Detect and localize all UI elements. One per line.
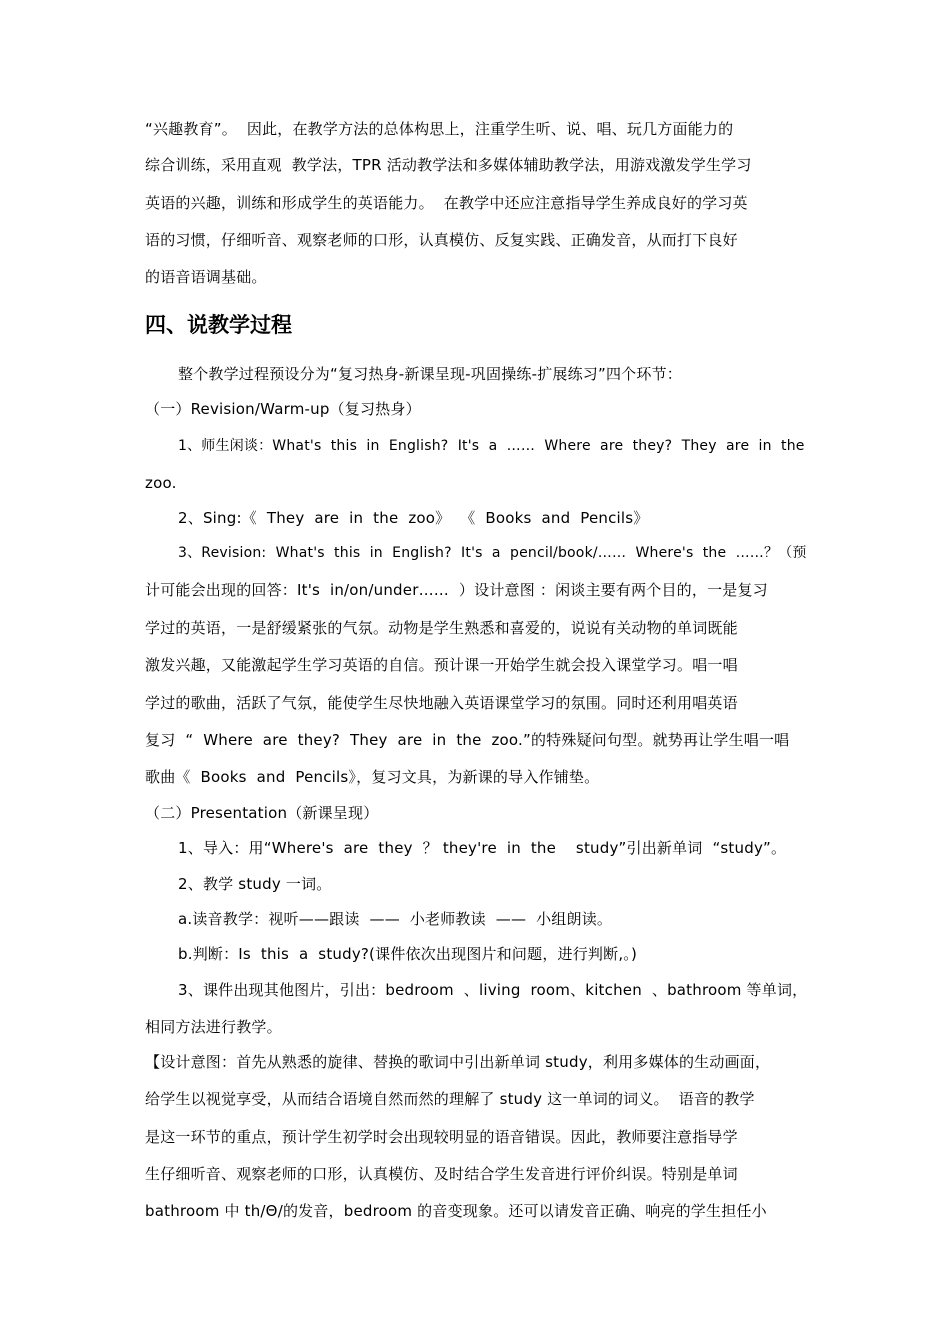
- paragraph-line: 激发兴趣，又能激起学生学习英语的自信。预计课一开始学生就会投入课堂学习。唱一唱: [145, 656, 738, 674]
- paragraph-line: 歌曲《 Books and Pencils》，复习文具，为新课的导入作铺垫。: [145, 768, 600, 786]
- paragraph-line: 学过的英语，一是舒缓紧张的气氛。动物是学生熟悉和喜爱的，说说有关动物的单词既能: [145, 619, 738, 637]
- paragraph-line: 相同方法进行教学。: [145, 1018, 282, 1036]
- paragraph-line: 【设计意图：首先从熟悉的旋律、替换的歌词中引出新单词 study，利用多媒体的生动画面，: [145, 1053, 771, 1071]
- paragraph-line: 生仔细听音、观察老师的口形，认真模仿、及时结合学生发音进行评价纠误。特别是单词: [145, 1165, 738, 1183]
- paragraph-line: 综合训练，采用直观 教学法，TPR 活动教学法和多媒体辅助教学法，用游戏激发学生学习: [145, 156, 752, 174]
- paragraph-line: a.读音教学：视听——跟读 —— 小老师教读 —— 小组朗读。: [178, 910, 613, 928]
- paragraph-line: 1、师生闲谈：What's this in English? It's a …… Where are they? They are in the: [178, 438, 805, 454]
- subsection-title: （一）Revision/Warm-up（复习热身）: [145, 400, 421, 418]
- paragraph-line: 整个教学过程预设分为“复习热身-新课呈现-巩固操练-扩展练习”四个环节：: [178, 365, 682, 383]
- subsection-title: （二）Presentation（新课呈现）: [145, 804, 379, 822]
- paragraph-line: 英语的兴趣，训练和形成学生的英语能力。 在教学中还应注意指导学生养成良好的学习英: [145, 194, 748, 212]
- paragraph-line: b.判断：Is this a study?(课件依次出现图片和问题，进行判断,。): [178, 945, 638, 963]
- paragraph-line: 2、教学 study 一词。: [178, 875, 332, 893]
- paragraph-line: 复习 “ Where are they? They are in the zoo.”的特殊疑问句型。就势再让学生唱一唱: [145, 731, 790, 749]
- paragraph-line: 3、Revision: What's this in English? It's a pencil/book/…… Where's the ……？（预: [178, 545, 807, 561]
- paragraph-line: 的语音语调基础。: [145, 268, 267, 286]
- paragraph-line: zoo.: [145, 474, 177, 492]
- paragraph-line: 计可能会出现的回答：It's in/on/under…… ）设计意图 ：闲谈主要有两个目的，一是复习: [145, 581, 768, 599]
- paragraph-line: 学过的歌曲，活跃了气氛，能使学生尽快地融入英语课堂学习的氛围。同时还利用唱英语: [145, 694, 738, 712]
- paragraph-line: 给学生以视觉享受，从而结合语境自然而然的理解了 study 这一单词的词义。 语音的教学: [145, 1090, 755, 1108]
- paragraph-line: 2、Sing:《 They are in the zoo》 《 Books and Pencils》: [178, 509, 649, 527]
- paragraph-line: “兴趣教育”。 因此，在教学方法的总体构思上，注重学生听、说、唱、玩几方面能力的: [145, 120, 734, 138]
- paragraph-line: 1、导入：用“Where's are they ？ they're in the study”引出新单词 “study”。: [178, 839, 787, 857]
- paragraph-line: 语的习惯，仔细听音、观察老师的口形，认真模仿、反复实践、正确发音，从而打下良好: [145, 231, 738, 249]
- paragraph-line: bathroom 中 th/Θ/的发音，bedroom 的音变现象。还可以请发音正确、响亮的学生担任小: [145, 1202, 767, 1220]
- paragraph-line: 3、课件出现其他图片，引出：bedroom 、living room、kitchen 、bathroom 等单词，: [178, 981, 808, 999]
- paragraph-line: 是这一环节的重点，预计学生初学时会出现较明显的语音错误。因此，教师要注意指导学: [145, 1128, 738, 1146]
- section-heading: 四、说教学过程: [145, 313, 292, 337]
